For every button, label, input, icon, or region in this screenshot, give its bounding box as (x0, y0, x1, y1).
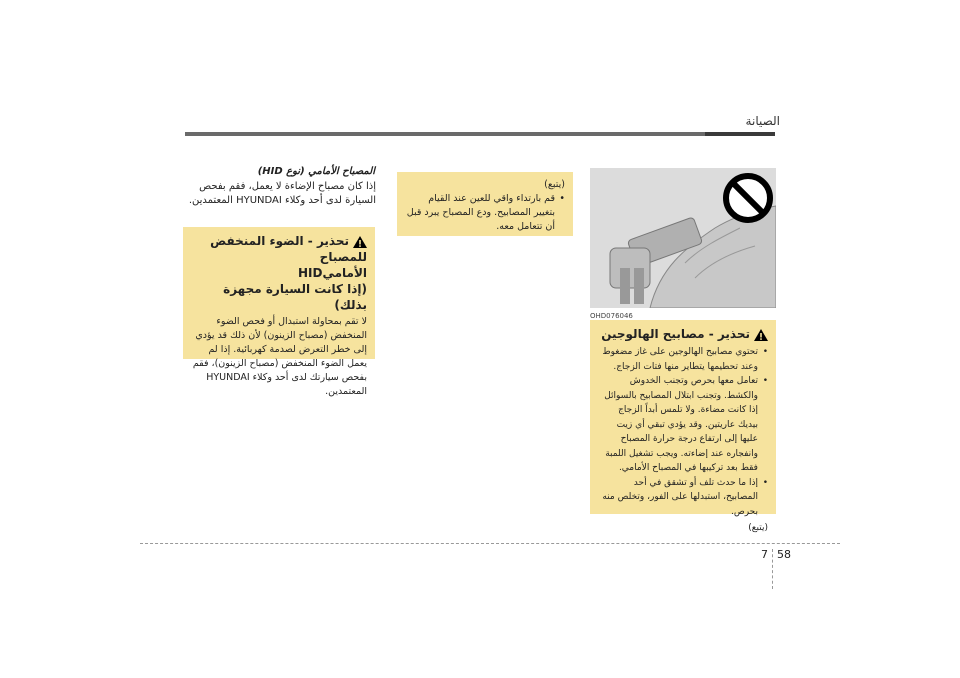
caution-body: لا تقم بمحاولة استبدال أو فحص الضوء المنخفض (مصباح الزينون) لأن ذلك قد يؤدي إلى خطر التعرض لصدمة كهربائية. إذا لم يعمل الضوء المنخفض (مصباح الزينون)، فقم بفحص سيارتك لدى أحد وكلاء HYUNDAI المعتمدين. (192, 316, 367, 397)
warning-continued: (يتبع) (748, 523, 768, 533)
caution-box-hid (183, 227, 375, 397)
chapter-number: 7 (761, 548, 768, 561)
caution-title-line2: الأماميHID (297, 266, 367, 280)
warning-box-halogen (590, 320, 776, 533)
page-number: 58 (777, 548, 791, 561)
note-continued: (يتبع) (544, 179, 565, 190)
note-item: • قم بارتداء واقي للعين عند القيام بتغيير المصابيح. ودع المصباح يبرد قبل أن تتعامل معه. (405, 192, 555, 234)
section-title: الصيانة (745, 114, 780, 128)
caution-title-line1: تحذير - الضوء المنخفض للمصباح (210, 234, 367, 264)
note-box (397, 172, 573, 236)
footer-rule (140, 543, 840, 544)
caution-title (191, 233, 367, 265)
hid-body-text: إذا كان مصباح الإضاءة لا يعمل، فقم بفحص السيارة لدى أحد وكلاء HYUNDAI المعتمدين. (188, 181, 376, 206)
hid-heading: المصباح الأمامي (نوع HID) (257, 166, 375, 177)
warning-item: • تعامل معها بحرص وتجنب الخدوش والكشط. وتجنب ابتلال المصابيح بالسوائل إذا كانت مضاءة. ولا تلمس أبداً الزجاج بيديك عاريتين. وقد يؤدي تبقي أي زيت عليها إلى ارتفاع درجة حرارة المصباح وانفجاره عند إضاءته. ويجب تشغيل اللمبة فقط بعد تركيبها في المصباح الأمامي. (598, 374, 758, 476)
header-rule-accent (705, 132, 775, 136)
warning-icon (353, 236, 367, 248)
bulb-photo (590, 168, 776, 308)
header-rule (185, 132, 775, 136)
warning-item: • تحتوي مصابيح الهالوجين على غاز مضغوط وعند تحطيمها يتطاير منها فتات الزجاج. (598, 345, 758, 374)
photo-code: OHD076046 (590, 312, 633, 320)
warning-title-text: تحذير - مصابيح الهالوجين (601, 327, 750, 341)
warning-item: • إذا ما حدث تلف أو تشقق في أحد المصابيح، استبدلها على الفور، وتخلص منه بحرص. (598, 476, 758, 520)
warning-title (598, 326, 768, 342)
prohibited-icon (722, 172, 774, 224)
warning-icon (754, 329, 768, 341)
footer-divider (772, 549, 773, 589)
caution-title-line3: (إذا كانت السيارة مجهزة بذلك) (223, 282, 367, 312)
